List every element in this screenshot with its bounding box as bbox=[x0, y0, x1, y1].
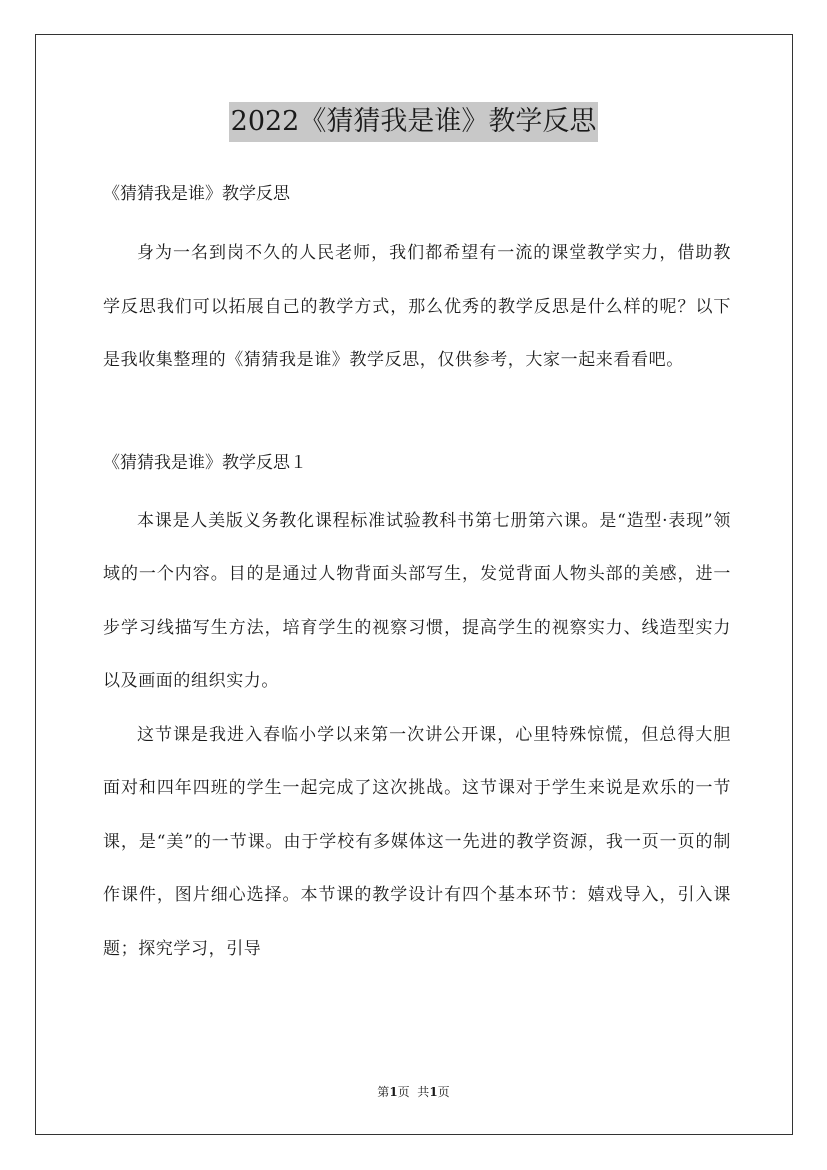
section-1-paragraph-2: 这节课是我进入春临小学以来第一次讲公开课，心里特殊惊慌，但总得大胆面对和四年四班的学生一起完成了这次挑战。这节课对于学生来说是欢乐的一节课，是“美”的一节课。由于学校有多媒体这一先进的教学资源，我一页一页的制作课件，图片细心选择。本节课的教学设计有四个基本环节：嬉戏导入，引入课题；探究学习，引导 bbox=[103, 724, 731, 959]
footer-page-mid: 页 共 bbox=[397, 1085, 430, 1099]
document-body bbox=[103, 174, 731, 976]
document-subtitle: 《猜猜我是谁》教学反思 bbox=[103, 184, 290, 204]
section-heading-1: 《猜猜我是谁》教学反思１ bbox=[103, 452, 307, 473]
page-footer bbox=[0, 1084, 827, 1100]
footer-page-total: 1 bbox=[429, 1085, 438, 1099]
title-block bbox=[0, 102, 827, 142]
footer-page-prefix: 第 bbox=[377, 1085, 390, 1099]
footer-page-number: 1 bbox=[389, 1085, 398, 1099]
footer-page-suffix: 页 bbox=[437, 1085, 450, 1099]
document-title: 2022《猜猜我是谁》教学反思 bbox=[229, 102, 599, 142]
intro-paragraph: 身为一名到岗不久的人民老师，我们都希望有一流的课堂教学实力，借助教学反思我们可以拓展自己的教学方式，那么优秀的教学反思是什么样的呢？以下是我收集整理的《猜猜我是谁》教学反思，仅供参考，大家一起来看看吧。 bbox=[103, 243, 731, 370]
section-1-paragraph-1: 本课是人美版义务教化课程标准试验教科书第七册第六课。是“造型·表现”领域的一个内容。目的是通过人物背面头部写生，发觉背面人物头部的美感，进一步学习线描写生方法，培育学生的视察习惯，提高学生的视察实力、线造型实力以及画面的组织实力。 bbox=[103, 510, 731, 691]
